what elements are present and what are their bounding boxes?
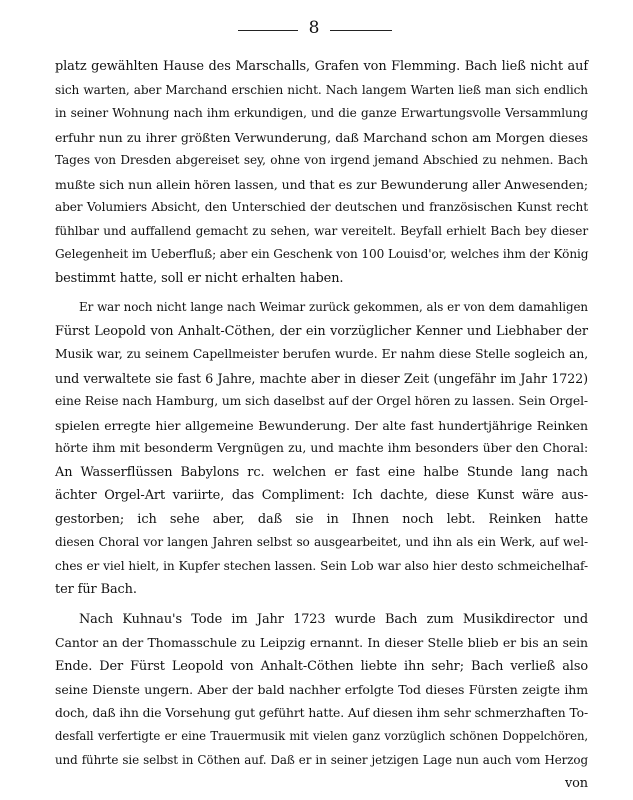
text-line: ächter Orgel-Art variirte, das Compliment: Ich dachte, diese Kunst wäre aus- [55,488,588,503]
header-rule-right [330,30,392,31]
text-line: diesen Choral vor langen Jahren selbst so ausgearbeitet, und ihn als ein Werk, auf wel- [55,535,588,549]
text-line: Gelegenheit im Ueberfluß; aber ein Geschenk von 100 Louisd'or, welches ihm der König [55,247,589,261]
body-text [55,55,588,796]
text-line: Ende. Der Fürst Leopold von Anhalt-Cöthen liebte ihn sehr; Bach verließ also [55,658,588,674]
text-line: Musik war, zu seinem Capellmeister berufen wurde. Er nahm diese Stelle sogleich an, [55,347,588,361]
text-line: doch, daß ihn die Vorsehung gut geführt hatte. Auf diesen ihm sehr schmerzhaften To- [55,705,588,720]
text-line: ches er viel hielt, in Kupfer stechen lassen. Sein Lob war also hier desto schmeichelhaf- [55,558,588,573]
text-line: Cantor an der Thomasschule zu Leipzig ernannt. In dieser Stelle blieb er bis an sein [55,635,588,650]
text-line: gestorben; ich sehe aber, daß sie in Ihnen noch lebt. Reinken hatte [55,511,588,527]
text-line: bestimmt hatte, soll er nicht erhalten haben. [55,270,344,286]
text-line: ter für Bach. [55,582,137,597]
text-line: An Wasserflüssen Babylons rc. welchen er fast eine halbe Stunde lang nach [55,464,588,480]
text-line: und führte sie selbst in Cöthen auf. Daß er in seiner jetzigen Lage nun auch vom Herzog [55,752,588,767]
text-line: aber Volumiers Absicht, den Unterschied der deutschen und französischen Kunst recht [55,200,588,214]
text-line: erfuhr nun zu ihrer größten Verwunderung, daß Marchand schon am Morgen dieses [55,129,588,145]
text-line: desfall verfertigte er eine Trauermusik mit vielen ganz vorzüglich schönen Doppelchören, [55,729,588,743]
text-line: platz gewählten Hause des Marschalls, Grafen von Flemming. Bach ließ nicht auf [55,59,588,74]
text-line: seine Dienste ungern. Aber der bald nachher erfolgte Tod dieses Fürsten zeigte ihm [55,682,588,697]
paragraph-1 [55,55,588,290]
header-rule-left [238,30,298,31]
text-line: und verwaltete sie fast 6 Jahre, machte aber in dieser Zeit (ungefähr im Jahr 1722) [55,370,588,386]
text-line: sich warten, aber Marchand erschien nicht. Nach langem Warten ließ man sich endlich [55,82,588,97]
paragraph-3 [55,608,588,773]
catchword: von [564,776,588,791]
text-line: in seiner Wohnung nach ihm erkundigen, und die ganze Erwartungsvolle Versammlung [55,106,588,120]
text-line: Fürst Leopold von Anhalt-Cöthen, der ein vorzüglicher Kenner und Liebhaber der [55,323,588,339]
text-line: Nach Kuhnau's Tode im Jahr 1723 wurde Bach zum Musikdirector und [79,611,588,627]
text-line: spielen erregte hier allgemeine Bewunderung. Der alte fast hundertjährige Reinken [55,417,588,433]
text-line: mußte sich nun allein hören lassen, und that es zur Bewunderung aller Anwesenden; [55,176,588,192]
paragraph-2 [55,296,588,602]
page-number: 8 [308,18,320,38]
text-line: eine Reise nach Hamburg, um sich daselbst auf der Orgel hören zu lassen. Sein Orgel- [55,394,588,408]
text-line: Tages von Dresden abgereiset sey, ohne von irgend jemand Abschied zu nehmen. Bach [55,153,588,167]
text-line: Er war noch nicht lange nach Weimar zurück gekommen, als er von dem damahligen [79,300,588,314]
text-line: hörte ihm mit besonderm Vergnügen zu, und machte ihm besonders über den Choral: [55,441,588,455]
text-line: fühlbar und auffallend gemacht zu sehen, war vereitelt. Beyfall erhielt Bach bey dieser [55,223,588,238]
